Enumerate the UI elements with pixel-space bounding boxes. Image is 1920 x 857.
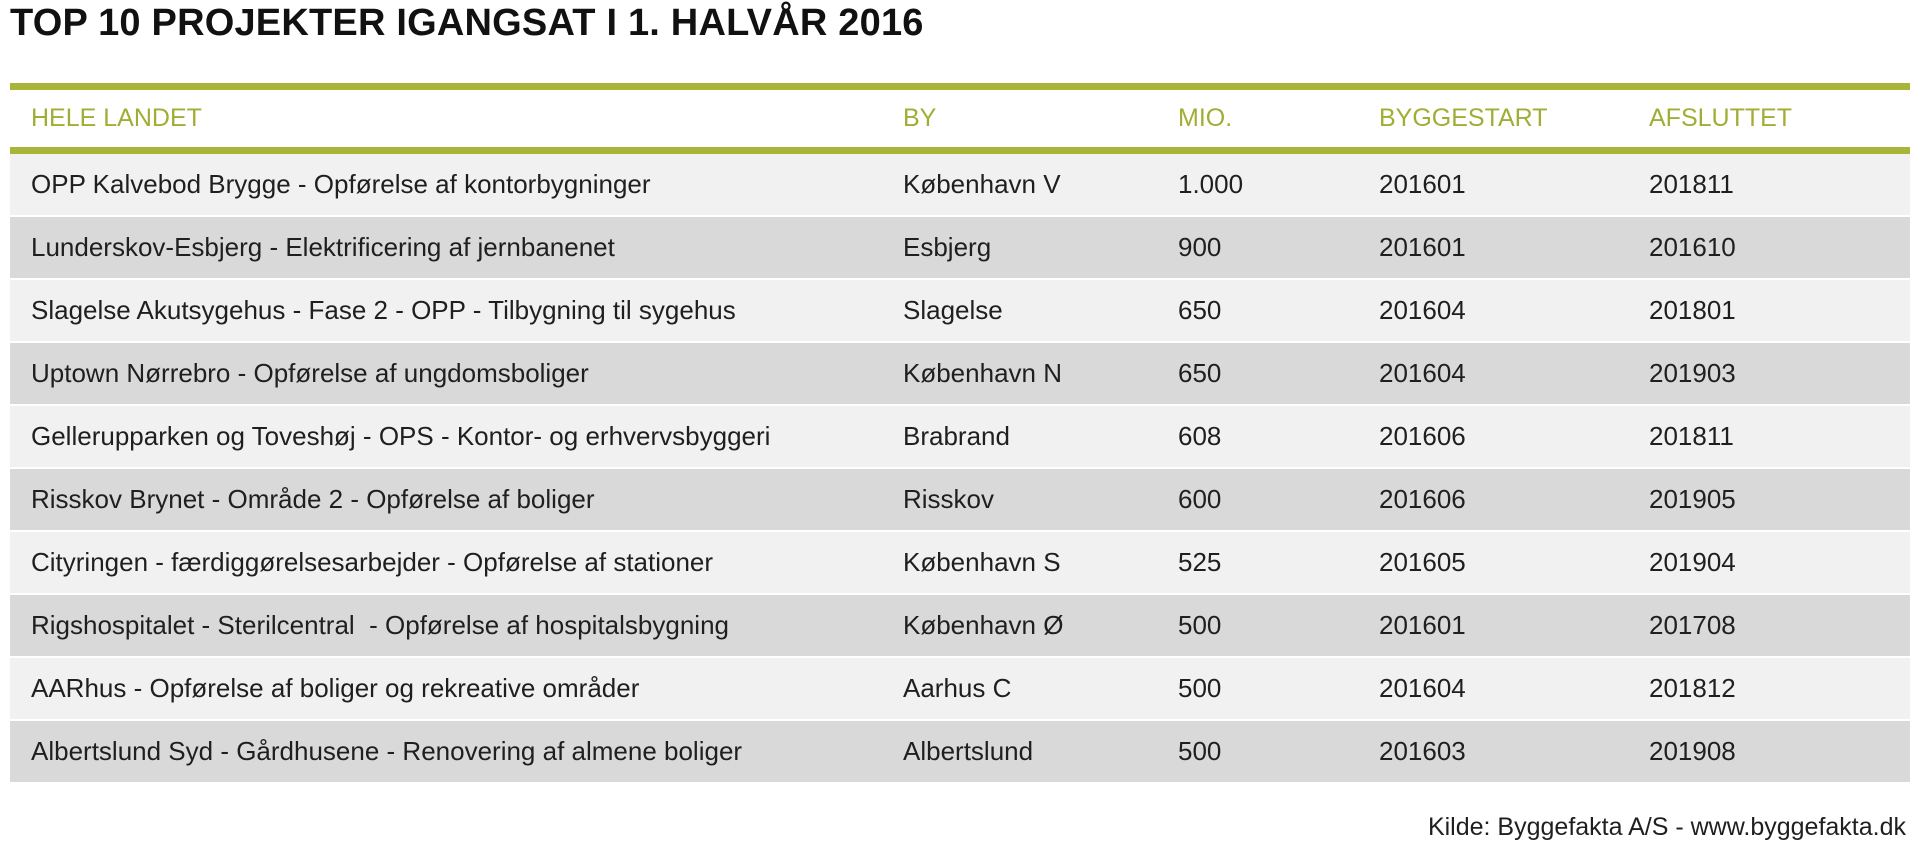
table-body: [10, 154, 1910, 782]
cell-afsluttet: 201905: [1649, 484, 1736, 514]
table-row: [10, 154, 1910, 215]
source-credit: Kilde: Byggefakta A/S - www.byggefakta.dk: [1427, 813, 1906, 841]
cell-afsluttet: 201812: [1649, 673, 1736, 703]
cell-city: Esbjerg: [903, 232, 992, 262]
cell-byggestart: 201606: [1379, 421, 1466, 451]
cell-mio: 900: [1178, 232, 1222, 262]
cell-byggestart: 201604: [1379, 358, 1466, 388]
cell-mio: 608: [1178, 421, 1222, 451]
cell-project-name: Cityringen - færdiggørelsesarbejder - Opførelse af stationer: [31, 547, 714, 577]
cell-project-name: Albertslund Syd - Gårdhusene - Renovering af almene boliger: [31, 736, 743, 766]
cell-project-name: AARhus - Opførelse af boliger og rekreative områder: [31, 673, 640, 703]
cell-city: København S: [903, 547, 1061, 577]
cell-afsluttet: 201811: [1649, 169, 1734, 199]
cell-project-name: Rigshospitalet - Sterilcentral - Opførelse af hospitalsbygning: [31, 610, 729, 640]
header-mio: MIO.: [1178, 104, 1233, 132]
cell-project-name: Uptown Nørrebro - Opførelse af ungdomsboliger: [31, 358, 589, 388]
cell-city: Albertslund: [903, 736, 1034, 766]
cell-mio: 500: [1178, 610, 1222, 640]
cell-city: København Ø: [903, 610, 1064, 640]
cell-city: Brabrand: [903, 421, 1010, 451]
cell-mio: 500: [1178, 736, 1222, 766]
cell-city: København N: [903, 358, 1062, 388]
cell-byggestart: 201601: [1379, 232, 1466, 262]
table-row: [10, 343, 1910, 404]
cell-afsluttet: 201708: [1649, 610, 1736, 640]
cell-city: Slagelse: [903, 295, 1003, 325]
table-row: [10, 280, 1910, 341]
cell-city: Aarhus C: [903, 673, 1012, 703]
page-title: TOP 10 PROJEKTER IGANGSAT I 1. HALVÅR 2016: [10, 2, 924, 44]
cell-afsluttet: 201904: [1649, 547, 1736, 577]
cell-byggestart: 201604: [1379, 673, 1466, 703]
header-afsluttet: AFSLUTTET: [1649, 104, 1793, 132]
cell-byggestart: 201601: [1379, 169, 1466, 199]
table-row: [10, 658, 1910, 719]
cell-mio: 1.000: [1178, 169, 1244, 199]
cell-city: København V: [903, 169, 1061, 199]
cell-byggestart: 201601: [1379, 610, 1466, 640]
cell-afsluttet: 201903: [1649, 358, 1736, 388]
cell-project-name: Lunderskov-Esbjerg - Elektrificering af jernbanenet: [31, 232, 615, 262]
table-row: [10, 406, 1910, 467]
header-byggestart: BYGGESTART: [1379, 104, 1548, 132]
cell-byggestart: 201605: [1379, 547, 1466, 577]
cell-byggestart: 201603: [1379, 736, 1466, 766]
cell-mio: 600: [1178, 484, 1222, 514]
table-header-row: [10, 90, 1910, 147]
cell-mio: 650: [1178, 295, 1222, 325]
table-row: [10, 217, 1910, 278]
cell-mio: 650: [1178, 358, 1222, 388]
table-row: [10, 469, 1910, 530]
cell-city: Risskov: [903, 484, 995, 514]
cell-project-name: Risskov Brynet - Område 2 - Opførelse af boliger: [31, 484, 595, 514]
table-header-rule: [10, 147, 1910, 154]
table-row: [10, 595, 1910, 656]
cell-mio: 525: [1178, 547, 1222, 577]
cell-mio: 500: [1178, 673, 1222, 703]
cell-byggestart: 201604: [1379, 295, 1466, 325]
projects-table: [10, 83, 1910, 782]
table-top-rule: [10, 83, 1910, 90]
cell-afsluttet: 201610: [1649, 232, 1736, 262]
cell-byggestart: 201606: [1379, 484, 1466, 514]
table-row: [10, 721, 1910, 782]
cell-afsluttet: 201811: [1649, 421, 1734, 451]
cell-project-name: Gellerupparken og Toveshøj - OPS - Kontor- og erhvervsbyggeri: [31, 421, 771, 451]
cell-afsluttet: 201908: [1649, 736, 1736, 766]
cell-project-name: OPP Kalvebod Brygge - Opførelse af kontorbygninger: [31, 169, 651, 199]
header-by: BY: [903, 104, 937, 132]
table-row: [10, 532, 1910, 593]
cell-project-name: Slagelse Akutsygehus - Fase 2 - OPP - Tilbygning til sygehus: [31, 295, 736, 325]
header-hele-landet: HELE LANDET: [31, 104, 202, 132]
cell-afsluttet: 201801: [1649, 295, 1736, 325]
